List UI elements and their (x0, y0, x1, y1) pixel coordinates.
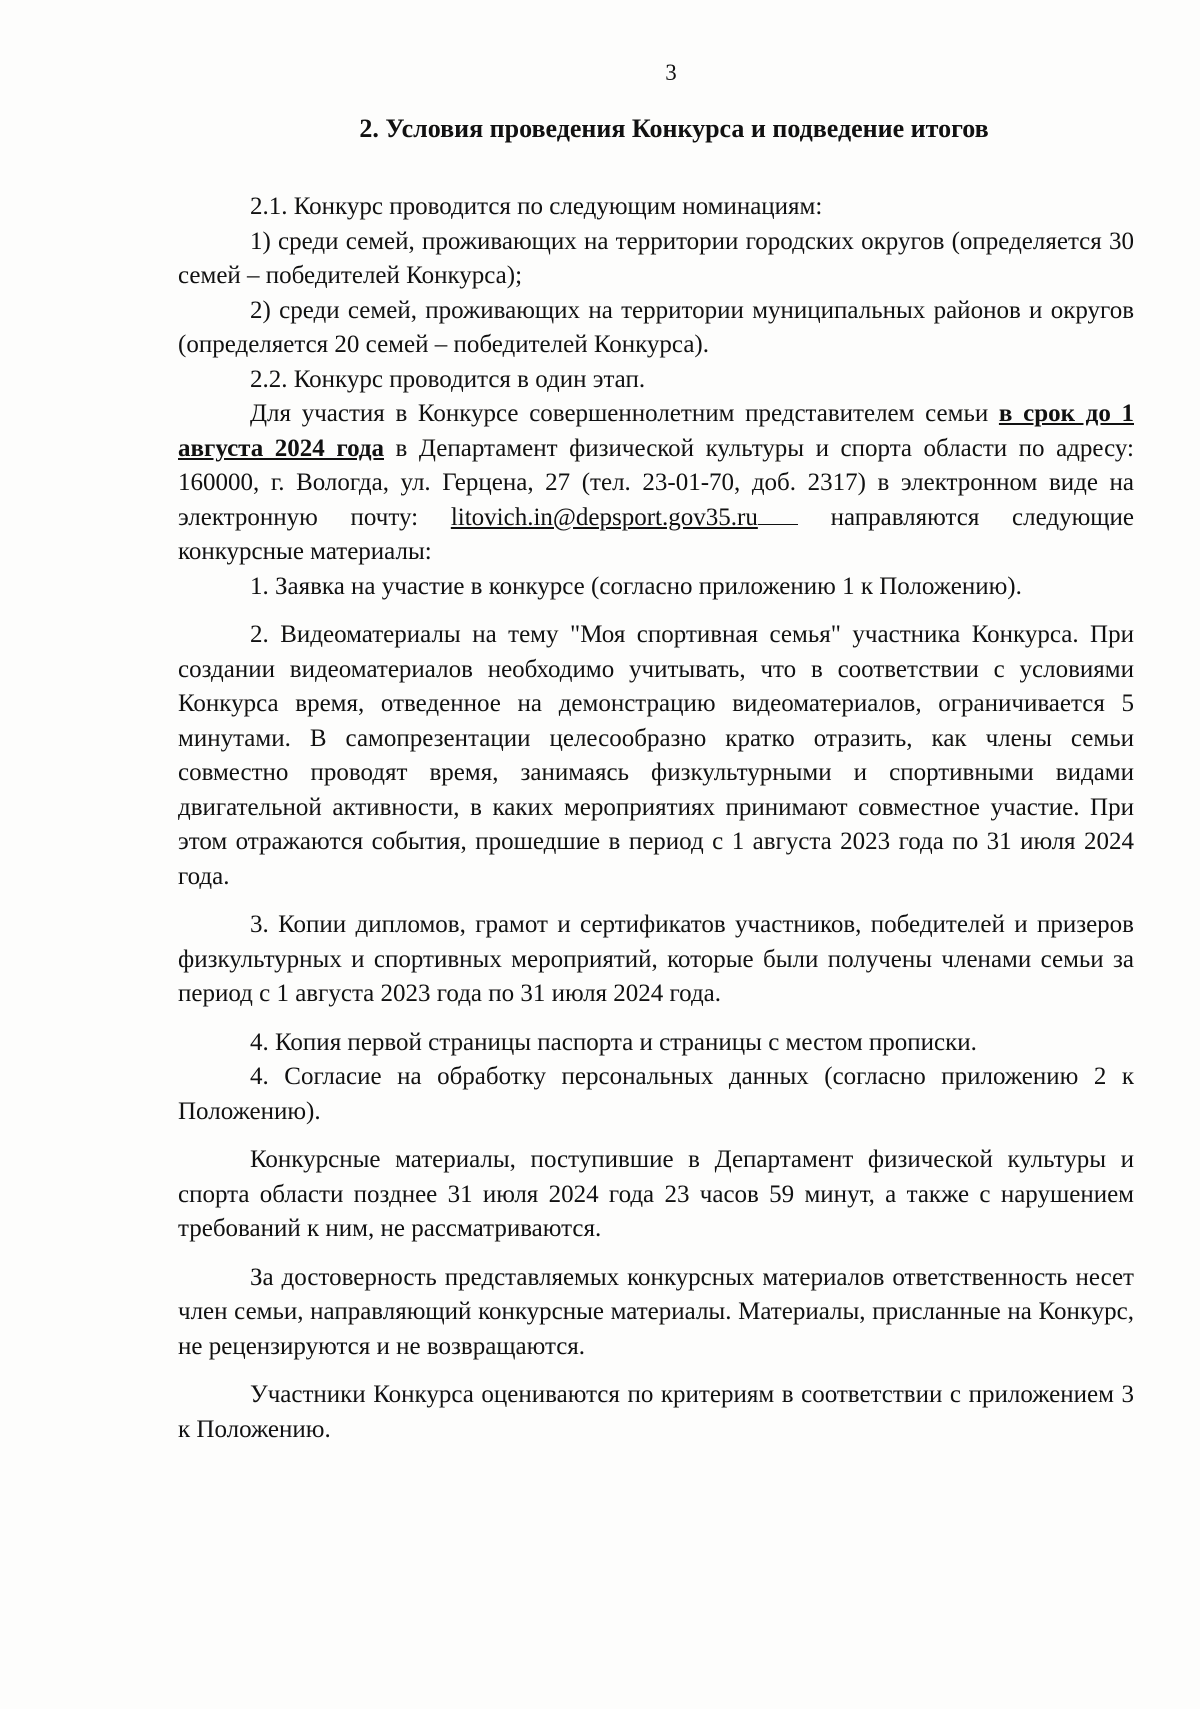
participation-tail: направляются следующие конкурсные материалы: (178, 503, 1135, 565)
participation-address: в Департамент физической культуры и спорта области по адресу: 160000, г. Вологда, ул. Герцена, 27 (тел. 23-01-70, доб. 2317) в электронном виде на электронную почту: (178, 434, 1134, 531)
material-item-1: 1. Заявка на участие в конкурсе (согласно приложению 1 к Положению). (250, 572, 1022, 600)
deadline-text: в срок до 1 августа 2024 года (178, 400, 1134, 462)
paragraph-2-2: 2.2. Конкурс проводится в один этап. (250, 365, 646, 393)
email-link[interactable]: litovich.in@depsport.gov35.ru (450, 503, 758, 531)
late-materials-paragraph: Конкурсные материалы, поступившие в Департамент физической культуры и спорта области позднее 31 июля 2024 года 23 часов 59 минут, а также с нарушением требований к ним, не рассматриваются. (178, 1146, 1134, 1242)
participation-paragraph (178, 397, 1134, 570)
email-underline (758, 522, 798, 525)
participation-lead: Для участия в Конкурсе совершеннолетним представителем семьи (250, 400, 989, 427)
paragraph-2-1: 2.1. Конкурс проводится по следующим номинациям: (250, 193, 823, 220)
material-item-5: 4. Согласие на обработку персональных данных (согласно приложению 2 к Положению). (178, 1063, 1134, 1125)
material-item-2: 2. Видеоматериалы на тему "Моя спортивная семья" участника Конкурса. При создании видеоматериалов необходимо учитывать, что в соответствии с условиями Конкурса время, отведенное на демонстрацию видеоматериалов, ограничивается 5 минутами. В самопрезентации целесообразно кратко отразить, как члены семьи совместно проводят время, занимаясь физкультурными и спортивными видами двигательной активности, в каких мероприятиях принимают совместное участие. При этом отражаются события, прошедшие в период с 1 августа 2023 года по 31 июля 2024 года. (178, 621, 1134, 890)
page-number: 3 (665, 60, 677, 85)
nomination-1: 1) среди семей, проживающих на территории городских округов (определяется 30 семей – победителей Конкурса); (178, 227, 1134, 289)
material-item-4: 4. Копия первой страницы паспорта и страницы с местом прописки. (250, 1028, 977, 1056)
section-title: 2. Условия проведения Конкурса и подведение итогов (359, 114, 989, 143)
criteria-paragraph: Участники Конкурса оцениваются по критериям в соответствии с приложением 3 к Положению. (178, 1381, 1134, 1443)
responsibility-paragraph: За достоверность представляемых конкурсных материалов ответственность несет член семьи, направляющий конкурсные материалы. Материалы, присланные на Конкурс, не рецензируются и не возвращаются. (178, 1263, 1134, 1360)
nomination-2: 2) среди семей, проживающих на территории муниципальных районов и округов (определяется 20 семей – победителей Конкурса). (178, 296, 1134, 358)
material-item-3: 3. Копии дипломов, грамот и сертификатов участников, победителей и призеров физкультурных и спортивных мероприятий, которые были получены членами семьи за период с 1 августа 2023 года по 31 июля 2024 года. (178, 911, 1134, 1007)
